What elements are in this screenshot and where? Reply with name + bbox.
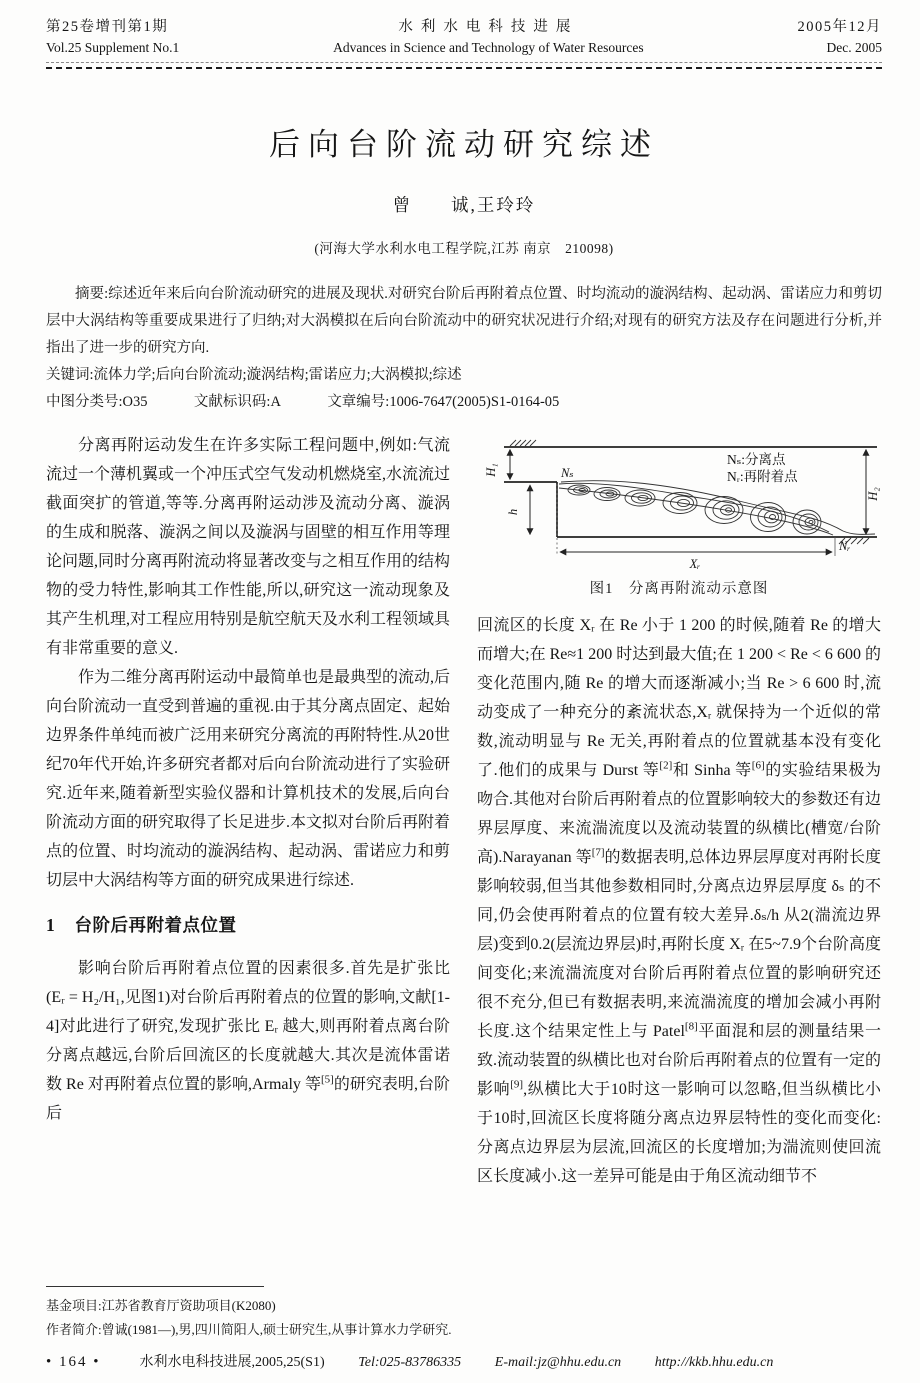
footnote-rule xyxy=(46,1286,264,1287)
paragraph-2: 作为二维分离再附运动中最简单也是最典型的流动,后向台阶流动一直受到普遍的重视.由于其分离点固定、起始边界条件单纯而被广泛用来研究分离流的再附特性.从20世纪70年代开始,许多研究者都对后向台阶流动进行了实验研究.近年来,随着新型实验仪器和计算机技术的发展,后向台阶流动方面的研究取得了长足进步.本文拟对台阶后再附着点的位置、时均流动的漩涡结构、起动涡、雷诺应力和剪切层中大涡结构等方面的研究成果进行综述. xyxy=(46,668,451,889)
bio-text: 曾诚(1981—),男,四川简阳人,硕士研究生,从事计算水力学研究. xyxy=(101,1322,452,1338)
bio-line xyxy=(46,1318,882,1343)
clc-value: O35 xyxy=(122,394,148,411)
ns-point-label: Nₛ xyxy=(561,466,574,481)
authors: 曾 诚,王玲玲 xyxy=(392,195,536,216)
date-en: Dec. 2005 xyxy=(826,40,882,56)
legend-reattachment-point: Nᵣ:再附着点 xyxy=(727,469,798,485)
h-label: h xyxy=(506,509,520,516)
doc-code-value: A xyxy=(270,394,281,411)
page-foot xyxy=(46,1351,882,1371)
article-id-label: 文章编号: xyxy=(327,394,390,411)
paragraph-3: 影响台阶后再附着点位置的因素很多.首先是扩张比(Eᵣ = H₂/H₁,见图1)对台阶后再附着点的位置的影响,文献[1-4]对此进行了研究,发现扩张比 Eᵣ 越大,则再附着点离台阶分离点越远,台阶后回流区的长度就越大.其次是流体雷诺数 Re 对再附着点位置的影响,Armaly 等[5]的研究表明,台阶后 xyxy=(46,960,450,1122)
nr-point-label: Nᵣ xyxy=(839,539,851,554)
website-url: http://kkb.hhu.edu.cn xyxy=(654,1355,774,1370)
paragraph-1: 分离再附运动发生在许多实际工程问题中,例如:气流流过一个薄机翼或一个冲压式空气发动机燃烧室,水流流过截面突扩的管道,等等.分离再附运动涉及流动分离、漩涡的生成和脱落、漩涡之间以及漩涡与固壁的相互作用等理论问题,同时分离再附流动将显著改变与之相互作用的结构物的受力特性,影响其工作性能,所以,研究这一流动现象及其产生机理,对工程应用特别是航空航天及水利工程领域具有非常重要的意义. xyxy=(46,437,451,657)
top-wall-hatch xyxy=(510,440,536,446)
clc-label: 中图分类号: xyxy=(46,394,123,411)
keywords-label: 关键词: xyxy=(46,367,94,384)
h1-label: H₁ xyxy=(484,463,498,477)
shear-layer-streamlines xyxy=(559,481,875,535)
fund-label: 基金项目: xyxy=(46,1297,102,1313)
section-1-number: 1 xyxy=(46,915,56,936)
article-id-value: 1006-7647(2005)S1-0164-05 xyxy=(389,394,560,411)
issue-cn: 第25卷增刊第1期 xyxy=(46,19,169,35)
doc-code-label: 文献标识码: xyxy=(193,394,271,411)
abstract-text: 综述近年来后向台阶流动研究的进展及现状.对研究台阶后再附着点位置、时均流动的漩涡结构、起动涡、雷诺应力和剪切层中大涡结构等重要成果进行了归纳;对大涡模拟在后向台阶流动中的研究状况进行介绍;对现有的研究方法及存在问题进行分析,并指出了进一步的研究方向. xyxy=(46,286,883,357)
classification-line xyxy=(46,389,882,416)
journal-name-en: Advances in Science and Technology of Water Resources xyxy=(333,40,644,56)
abstract-label: 摘要: xyxy=(75,286,109,303)
section-1-heading xyxy=(46,910,450,942)
fund-text: 江苏省教育厅资助项目(K2080) xyxy=(101,1297,276,1313)
email: E-mail:jz@hhu.edu.cn xyxy=(494,1355,622,1370)
page-title: 后向台阶流动研究综述 xyxy=(269,127,659,163)
right-column xyxy=(477,432,881,1191)
step-flow-schematic xyxy=(477,432,881,572)
affiliation: (河海大学水利水电工程学院,江苏 南京 210098) xyxy=(314,241,614,257)
bio-label: 作者简介: xyxy=(46,1322,102,1338)
header-issue xyxy=(46,16,179,59)
body-columns xyxy=(46,432,882,1191)
keywords-line xyxy=(46,362,882,389)
page-number: • 164 • xyxy=(46,1354,101,1370)
header-date xyxy=(798,16,883,59)
keywords-text: 流体力学;后向台阶流动;漩涡结构;雷诺应力;大涡模拟;综述 xyxy=(93,367,462,384)
abstract-block xyxy=(46,281,882,416)
journal-header xyxy=(46,16,882,59)
xr-label: Xᵣ xyxy=(689,557,701,572)
figure-1-caption: 图1 分离再附流动示意图 xyxy=(589,581,769,598)
section-1-title: 台阶后再附着点位置 xyxy=(74,915,237,936)
figure-1 xyxy=(477,432,881,572)
issue-en: Vol.25 Supplement No.1 xyxy=(46,40,180,56)
header-journal xyxy=(179,16,797,59)
legend-separation-point: Nₛ:分离点 xyxy=(727,452,786,468)
date-cn: 2005年12月 xyxy=(797,19,882,35)
fund-line xyxy=(46,1294,882,1319)
h2-label: H₂ xyxy=(866,487,880,501)
journal-reference: 水利水电科技进展,2005,25(S1) xyxy=(139,1355,325,1370)
vortex-1 xyxy=(568,485,590,495)
abstract-paragraph xyxy=(46,281,882,362)
journal-name-cn: 水利水电科技进展 xyxy=(398,19,579,35)
right-column-paragraph: 回流区的长度 Xᵣ 在 Re 小于 1 200 的时候,随着 Re 的增大而增大;在 Re≈1 200 时达到最大值;在 1 200 < Re < 6 600 的变化范围内,随 Re 的增大而逐渐减小;当 Re > 6 600 时,流动变成了一种充分的紊流状态,Xᵣ 就保持为一个近似的常数,流动明显与 Re 无关,再附着点的位置就基本没有变化了.他们的成果与 Durst 等[2]和 Sinha 等[6]的实验结果极为吻合.其他对台阶后再附着点的位置影响较大的参数还有边界层厚度、来流湍流度以及流动装置的纵横比(槽宽/台阶高).Narayanan 等[7]的数据表明,总体边界层厚度对再附长度影响较弱,但当其他参数相同时,分离点边界层厚度 δₛ 的不同,仍会使再附着点的位置有较大差异.δₛ/h 从2(湍流边界层)变到0.2(层流边界层)时,再附长度 Xᵣ 在5~7.9个台阶高度间变化;来流湍流度对台阶后再附着点位置的影响研究还很不充分,但已有数据表明,来流湍流度的增加会减小再附长度.这个结果定性上与 Patel[8]平面混和层的测量结果一致.流动装置的纵横比也对台阶后再附着点的位置有一定的影响[9],纵横比大于10时这一影响可以忽略,但当纵横比小于10时,回流区长度将随分离点边界层特性的变化而变化:分离点边界层为层流,回流区的长度增加;为湍流则使回流区长度减小.这一差异可能是由于角区流动细节不 xyxy=(477,617,882,1185)
footnote-area xyxy=(46,1286,882,1371)
vortex-6 xyxy=(751,503,786,532)
left-column xyxy=(46,432,450,1191)
header-rule xyxy=(46,62,882,69)
telephone: Tel:025-83786335 xyxy=(358,1355,462,1370)
vortex-3 xyxy=(625,490,655,506)
